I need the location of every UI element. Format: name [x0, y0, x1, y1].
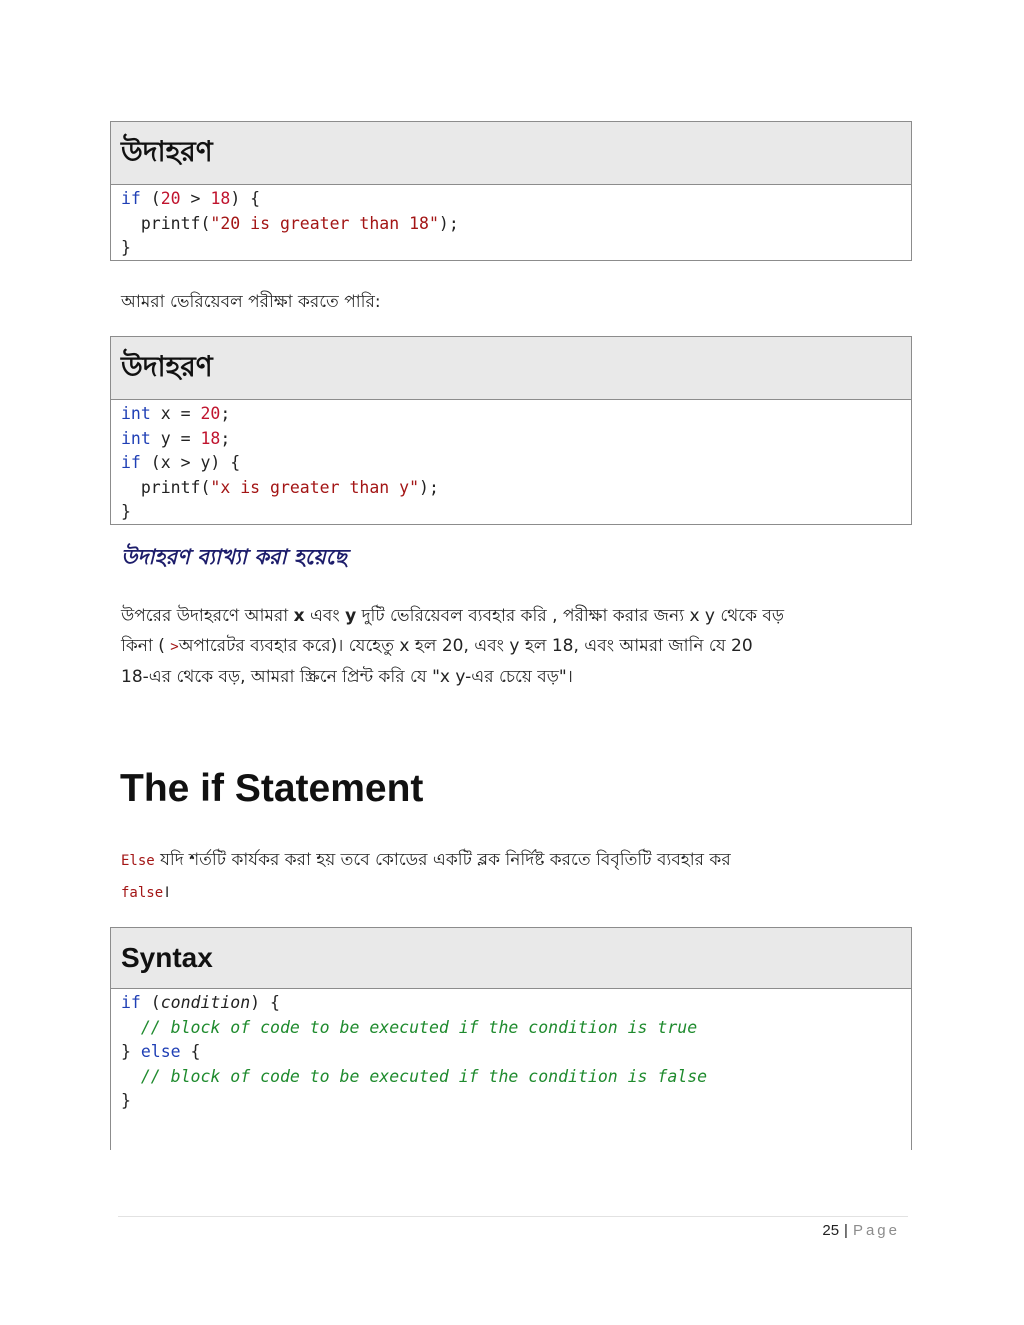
- code-text: >: [180, 189, 211, 208]
- example-box-1-title: উদাহরণ: [111, 122, 911, 185]
- else-code: Else: [121, 853, 155, 869]
- code-keyword: int: [121, 404, 151, 423]
- var-x: x: [293, 606, 305, 626]
- var-y: y: [345, 606, 357, 626]
- code-text: );: [438, 213, 459, 233]
- text-run: যদি শর্তটি কার্যকর করা হয় তবে কোডের একটি ব্লক নির্দিষ্ট করতে বিবৃতিটি ব্যবহার কর: [154, 850, 731, 870]
- code-comment: // block of code to be executed if the condition is false: [121, 1066, 708, 1086]
- syntax-box: [110, 927, 912, 1150]
- text-run: অপারেটর ব্যবহার করে)। যেহেতু x হল 20, এবং y হল 18, এবং আমরা জানি যে 20: [178, 636, 753, 656]
- code-text: ;: [220, 428, 231, 448]
- code-number: 20: [160, 189, 181, 208]
- footer-divider: [118, 1216, 908, 1217]
- code-keyword: if: [121, 189, 141, 208]
- code-text: (: [140, 189, 161, 208]
- explanation-line-3: 18-এর থেকে বড়, আমরা স্ক্রিনে প্রিন্ট করি যে "x y-এর চেয়ে বড়"।: [121, 667, 573, 687]
- code-text: (: [140, 993, 161, 1012]
- code-keyword: int: [121, 428, 151, 448]
- code-text: x =: [150, 404, 201, 423]
- code-number: 18: [210, 189, 231, 208]
- section-title: The if Statement: [120, 767, 424, 810]
- explanation-line-1: [121, 601, 911, 631]
- example-box-1-code: [111, 185, 911, 261]
- code-text: (x > y) {: [140, 453, 241, 472]
- text-run: এবং: [304, 606, 346, 626]
- else-line-2: [121, 877, 911, 909]
- code-text: }: [121, 1042, 141, 1061]
- code-variable: condition: [160, 993, 251, 1012]
- paragraph-variables: আমরা ভেরিয়েবল পরীক্ষা করতে পারি:: [121, 292, 381, 312]
- example-box-1: [110, 121, 912, 261]
- false-code: false: [121, 885, 164, 901]
- code-text: }: [121, 1091, 131, 1110]
- code-string: "20 is greater than 18": [210, 213, 439, 233]
- code-text: ) {: [250, 993, 280, 1012]
- code-text: {: [180, 1042, 201, 1061]
- syntax-box-title: Syntax: [111, 928, 911, 989]
- page-number: 25: [822, 1222, 840, 1239]
- code-text: ) {: [230, 189, 261, 208]
- text-run: উপরের উদাহরণে আমরা: [121, 606, 294, 626]
- else-paragraph: [121, 845, 911, 909]
- operator-code: >: [170, 639, 179, 655]
- text-run: ।: [163, 882, 170, 902]
- code-text: }: [121, 238, 131, 257]
- code-string: "x is greater than y": [210, 477, 420, 497]
- code-keyword: if: [121, 453, 141, 472]
- code-keyword: if: [121, 993, 141, 1012]
- footer-separator: |: [844, 1222, 848, 1239]
- example-box-2-code: [111, 400, 911, 525]
- text-run: কিনা (: [121, 636, 171, 656]
- code-text: y =: [150, 428, 201, 448]
- code-comment: // block of code to be executed if the condition is true: [121, 1017, 698, 1037]
- page-word: Page: [852, 1222, 900, 1239]
- page-footer: [822, 1222, 900, 1239]
- code-text: printf(: [121, 477, 211, 497]
- code-text: }: [121, 502, 131, 521]
- else-line-1: [121, 845, 911, 877]
- code-text: printf(: [121, 213, 211, 233]
- code-text: );: [419, 477, 439, 497]
- code-keyword: else: [140, 1042, 181, 1061]
- example-box-2: [110, 336, 912, 525]
- example-box-2-title: উদাহরণ: [111, 337, 911, 400]
- code-number: 18: [200, 428, 221, 448]
- explanation-paragraph: [121, 601, 911, 692]
- code-text: ;: [220, 404, 231, 423]
- text-run: দুটি ভেরিয়েবল ব্যবহার করি , পরীক্ষা করার জন্য x y থেকে বড়: [356, 606, 785, 626]
- example-explained-heading: উদাহরণ ব্যাখ্যা করা হয়েছে: [121, 544, 347, 569]
- code-number: 20: [200, 404, 221, 423]
- syntax-box-code: [111, 989, 911, 1114]
- explanation-line-2: [121, 631, 911, 662]
